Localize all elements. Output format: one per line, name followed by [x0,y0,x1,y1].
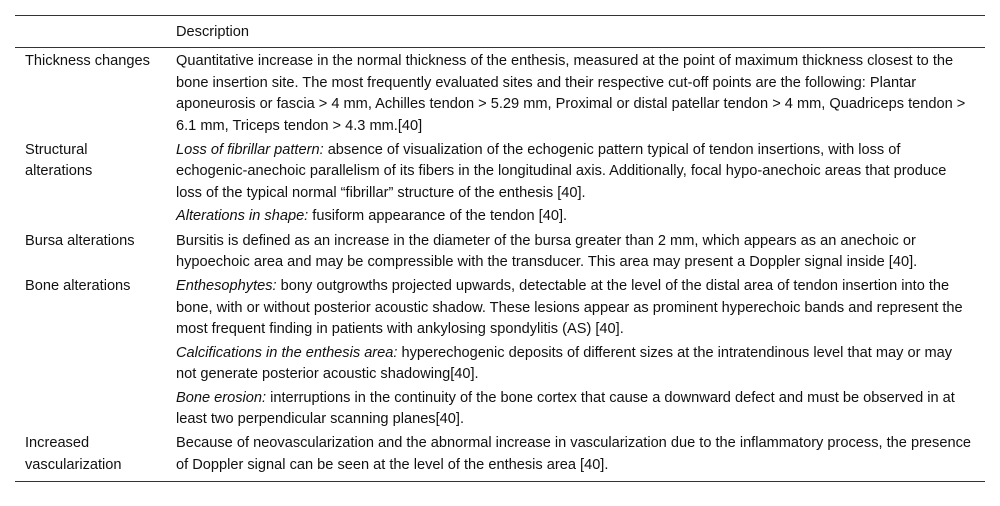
paragraph-text: fusiform appearance of the tendon [40]. [308,208,568,225]
paragraph-text: bony outgrowths projected upwards, detectable at the level of the distal area of tendon insertion into the bone, with or without posterior acoustic shadow. These lesions appear as prominent hyperechoic bands and represent the most frequent finding in patients with ankylosing spondylitis (AS) [40]. [176,278,963,338]
paragraph-text: hyperechogenic deposits of different sizes at the intratendinous level that may or may not generate posterior acoustic shadowing[40]. [176,344,953,383]
description-paragraph [176,276,975,340]
table-body [15,48,985,482]
table-row [15,48,985,139]
description-paragraph [176,140,975,204]
row-label: Bursa alterations [25,232,135,249]
paragraph-text: Because of neovascularization and the abnormal increase in vascularization due to the inflammatory process, the presence of Doppler signal can be seen at the level of the enthesis area [40]. [176,435,971,473]
paragraph-text: Quantitative increase in the normal thickness of the enthesis, measured at the point of maximum thickness closest to the bone insertion site. The most frequently evaluated sites and their respective cut-off points are the following: Plantar aponeurosis or fascia > 4 mm, Achilles tendon > 5.29 mm, Proximal or distal patellar tendon > 4 mm, Quadriceps tendon > 6.1 mm, Triceps tendon > 4.3 mm.[40] [176,53,966,134]
paragraph-text: absence of visualization of the echogenic pattern typical of tendon insertions, with loss of echogenic-anechoic parallelism of its fibers in the longitudinal axis. Additionally, focal hypo-anechoic areas that produce loss of the typical normal “fibrillar” structure of the enthesis [40]. [176,142,947,201]
paragraph-lead: Loss of fibrillar pattern: [176,142,324,159]
row-description [166,275,985,432]
description-paragraph [176,388,975,431]
row-description [166,432,985,481]
table-row [15,139,985,230]
header-description: Description [166,16,985,48]
row-description [166,139,985,230]
paragraph-lead: Enthesophytes: [176,278,277,295]
row-description [166,230,985,276]
description-paragraph [176,231,975,274]
row-label: Increased vascularization [15,432,166,481]
table-row [15,432,985,481]
paragraph-lead: Alterations in shape: [176,208,309,225]
description-paragraph [176,206,975,227]
paragraph-lead: Calcifications in the enthesis area: [176,344,398,361]
row-label: Structural alterations [25,142,93,180]
description-table [15,15,985,482]
paragraph-text: interruptions in the continuity of the bone cortex that cause a downward defect and must be observed in at least two perpendicular scanning planes[40]. [176,389,955,427]
table-row [15,275,985,432]
paragraph-text: Bursitis is defined as an increase in the diameter of the bursa greater than 2 mm, which appears as an anechoic or hypoechoic area and may be compressible with the transducer. This area may present a Doppler signal inside [40]. [176,232,918,271]
header-empty [15,16,166,48]
description-paragraph [176,343,975,386]
paragraph-lead: Bone erosion: [176,389,267,406]
row-description [166,48,985,139]
row-label: Thickness changes [25,53,150,70]
description-paragraph [176,51,975,137]
description-paragraph [176,433,975,476]
table-row [15,230,985,276]
header-row [15,16,985,48]
row-label: Bone alterations [25,278,131,295]
